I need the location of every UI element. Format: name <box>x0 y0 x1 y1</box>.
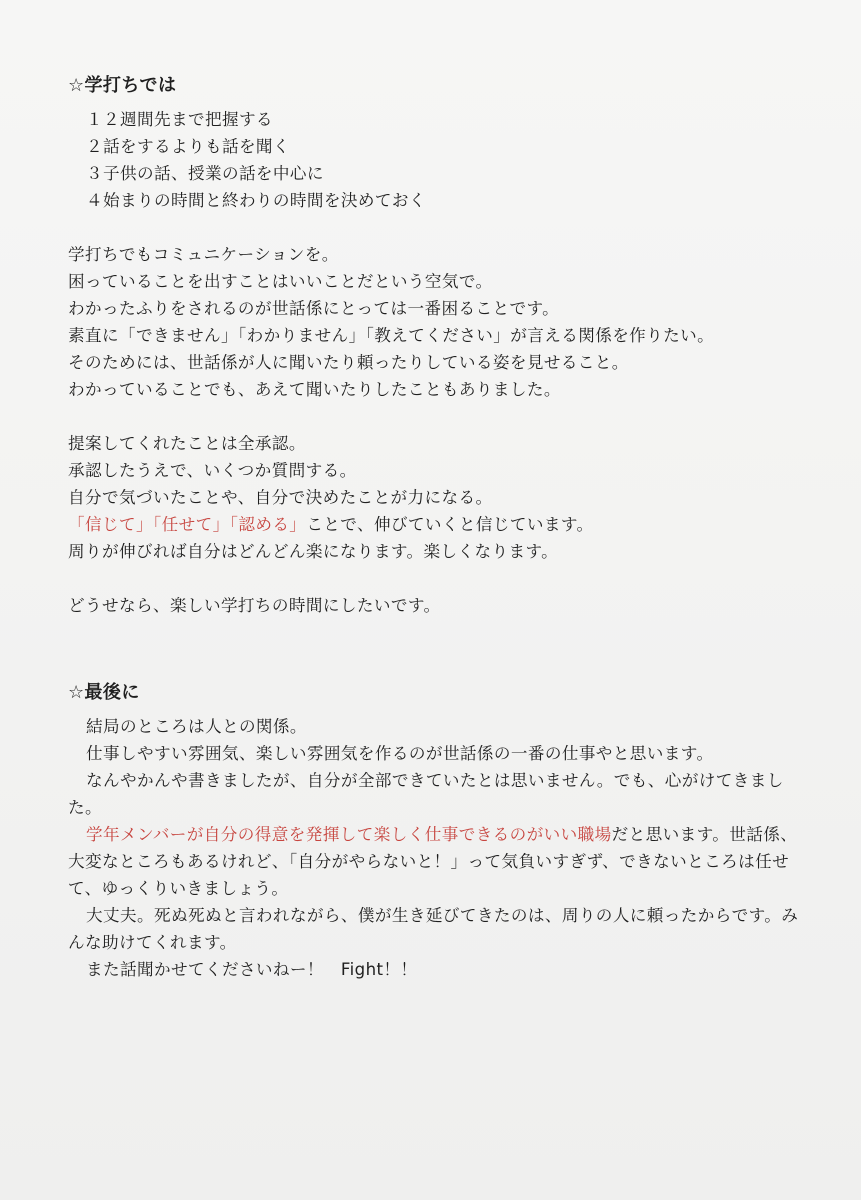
list-item: ２話をするよりも話を聞く <box>86 137 290 156</box>
list-item: １２週間先まで把握する <box>86 110 273 129</box>
text-line: 周りが伸びれば自分はどんどん楽になります。楽しくなります。 <box>68 542 559 561</box>
text-line: 学打ちでもコミュニケーションを。 <box>68 245 339 264</box>
text-line-highlight <box>68 511 803 538</box>
text-line: 困っていることを出すことはいいことだという空気で。 <box>68 272 493 291</box>
text-span: だと思います。世話係、大変なところもあるけれど、「自分がやらないと！」って気負いすぎず、できないところは任せて、ゆっくりいきましょう。 <box>68 825 798 898</box>
final-section-body <box>68 713 803 983</box>
list-item: ４始まりの時間と終わりの時間を決めておく <box>86 191 426 210</box>
section-heading-finally: ☆最後に <box>68 682 140 703</box>
text-span: ことで、伸びていくと信じています。 <box>306 515 594 534</box>
text-paragraph: なんやかんや書きましたが、自分が全部できていたとは思いません。でも、心がけてきました。 <box>68 771 784 817</box>
list-item: ３子供の話、授業の話を中心に <box>86 164 324 183</box>
sign-off-line: また話聞かせてくださいねー！ Fight！！ <box>86 960 418 979</box>
document-body <box>68 66 803 983</box>
text-line: 承認したうえで、いくつか質問する。 <box>68 461 357 480</box>
text-line: わかっていることでも、あえて聞いたりしたこともありました。 <box>68 380 561 399</box>
paragraph-communication <box>68 241 803 403</box>
text-line: わかったふりをされるのが世話係にとっては一番困ることです。 <box>68 299 560 318</box>
text-paragraph: 仕事しやすい雰囲気、楽しい雰囲気を作るのが世話係の一番の仕事やと思います。 <box>86 744 714 763</box>
paragraph-approval <box>68 430 803 565</box>
section-heading-gakuuchi: ☆学打ちでは <box>68 75 177 96</box>
numbered-list <box>68 106 803 214</box>
text-line: 素直に「できません」「わかりません」「教えてください」が言える関係を作りたい。 <box>68 326 715 345</box>
spacer <box>68 403 803 430</box>
highlight-text: 学年メンバーが自分の得意を発揮して楽しく仕事できるのがいい職場 <box>86 825 612 844</box>
text-paragraph: 大丈夫。死ぬ死ぬと言われながら、僕が生き延びてきたのは、周りの人に頼ったからです。みんな助けてくれます。 <box>68 906 799 952</box>
text-line: そのためには、世話係が人に聞いたり頼ったりしている姿を見せること。 <box>68 353 629 372</box>
text-paragraph: 結局のところは人との関係。 <box>86 717 307 736</box>
spacer <box>68 619 803 673</box>
highlight-text: 「信じて」「任せて」「認める」 <box>68 515 307 534</box>
text-line: 自分で気づいたことや、自分で決めたことが力になる。 <box>68 488 493 507</box>
spacer <box>68 214 803 241</box>
closing-line: どうせなら、楽しい学打ちの時間にしたいです。 <box>68 596 441 615</box>
text-line: 提案してくれたことは全承認。 <box>68 434 306 453</box>
text-paragraph-highlight <box>68 821 803 902</box>
spacer <box>68 565 803 592</box>
